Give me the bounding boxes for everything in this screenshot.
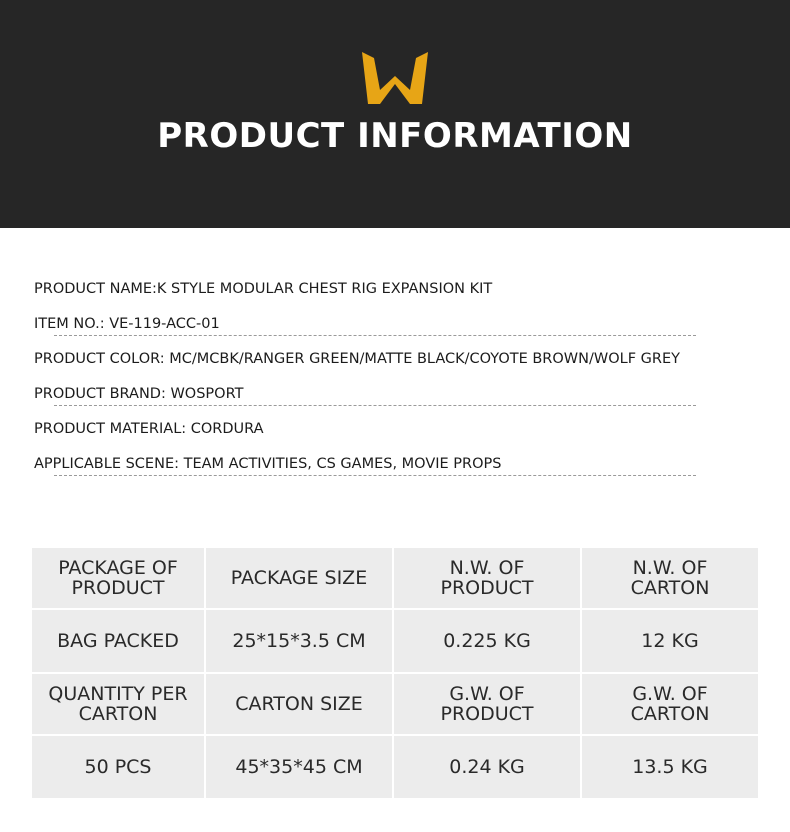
header-line: PACKAGE SIZE [230, 567, 368, 589]
header-line: CARTON [78, 703, 158, 725]
info-item-no [34, 310, 774, 345]
info-applicable-scene [34, 450, 774, 485]
spec-table [30, 546, 760, 800]
dashed-divider [54, 335, 696, 336]
header-line: QUANTITY PER [48, 683, 188, 705]
header-line: PRODUCT [440, 577, 534, 599]
header-carton-size [206, 674, 392, 734]
info-text: PRODUCT COLOR: MC/MCBK/RANGER GREEN/MATTE BLACK/COYOTE BROWN/WOLF GREY [34, 351, 680, 367]
product-info-list [34, 275, 774, 485]
info-text: ITEM NO.: VE-119-ACC-01 [34, 316, 220, 332]
info-product-brand [34, 380, 774, 415]
header-line: N.W. OF [632, 557, 708, 579]
value-gw-of-carton: 13.5 KG [582, 736, 758, 798]
table-row [32, 674, 758, 734]
header-line: G.W. OF [632, 683, 708, 705]
value-gw-of-product: 0.24 KG [394, 736, 580, 798]
value-nw-of-carton: 12 KG [582, 610, 758, 672]
header-line: PRODUCT [71, 577, 165, 599]
value-carton-size: 45*35*45 CM [206, 736, 392, 798]
header-line: G.W. OF [449, 683, 525, 705]
header-nw-of-carton [582, 548, 758, 608]
header-line: CARTON [630, 703, 710, 725]
header-package-of-product [32, 548, 204, 608]
table-row [32, 548, 758, 608]
header-package-size [206, 548, 392, 608]
dashed-divider [54, 475, 696, 476]
value-nw-of-product: 0.225 KG [394, 610, 580, 672]
info-product-color [34, 345, 774, 380]
info-text: APPLICABLE SCENE: TEAM ACTIVITIES, CS GAMES, MOVIE PROPS [34, 456, 502, 472]
header-line: CARTON SIZE [235, 693, 363, 715]
header-gw-of-product [394, 674, 580, 734]
brand-w-logo-icon [360, 48, 430, 106]
value-package-size: 25*15*3.5 CM [206, 610, 392, 672]
header-quantity-per-carton [32, 674, 204, 734]
header-banner [0, 0, 790, 228]
info-text: PRODUCT MATERIAL: CORDURA [34, 421, 264, 437]
table-row [32, 736, 758, 798]
header-line: PRODUCT [440, 703, 534, 725]
header-line: CARTON [630, 577, 710, 599]
header-gw-of-carton [582, 674, 758, 734]
value-quantity-per-carton: 50 PCS [32, 736, 204, 798]
value-package-of-product: BAG PACKED [32, 610, 204, 672]
page-title: PRODUCT INFORMATION [157, 116, 633, 156]
info-text: PRODUCT NAME:K STYLE MODULAR CHEST RIG EXPANSION KIT [34, 281, 493, 297]
header-line: PACKAGE OF [58, 557, 178, 579]
header-nw-of-product [394, 548, 580, 608]
table-row [32, 610, 758, 672]
dashed-divider [54, 405, 696, 406]
info-product-material [34, 415, 774, 450]
info-product-name [34, 275, 774, 310]
info-text: PRODUCT BRAND: WOSPORT [34, 386, 244, 402]
header-line: N.W. OF [449, 557, 525, 579]
